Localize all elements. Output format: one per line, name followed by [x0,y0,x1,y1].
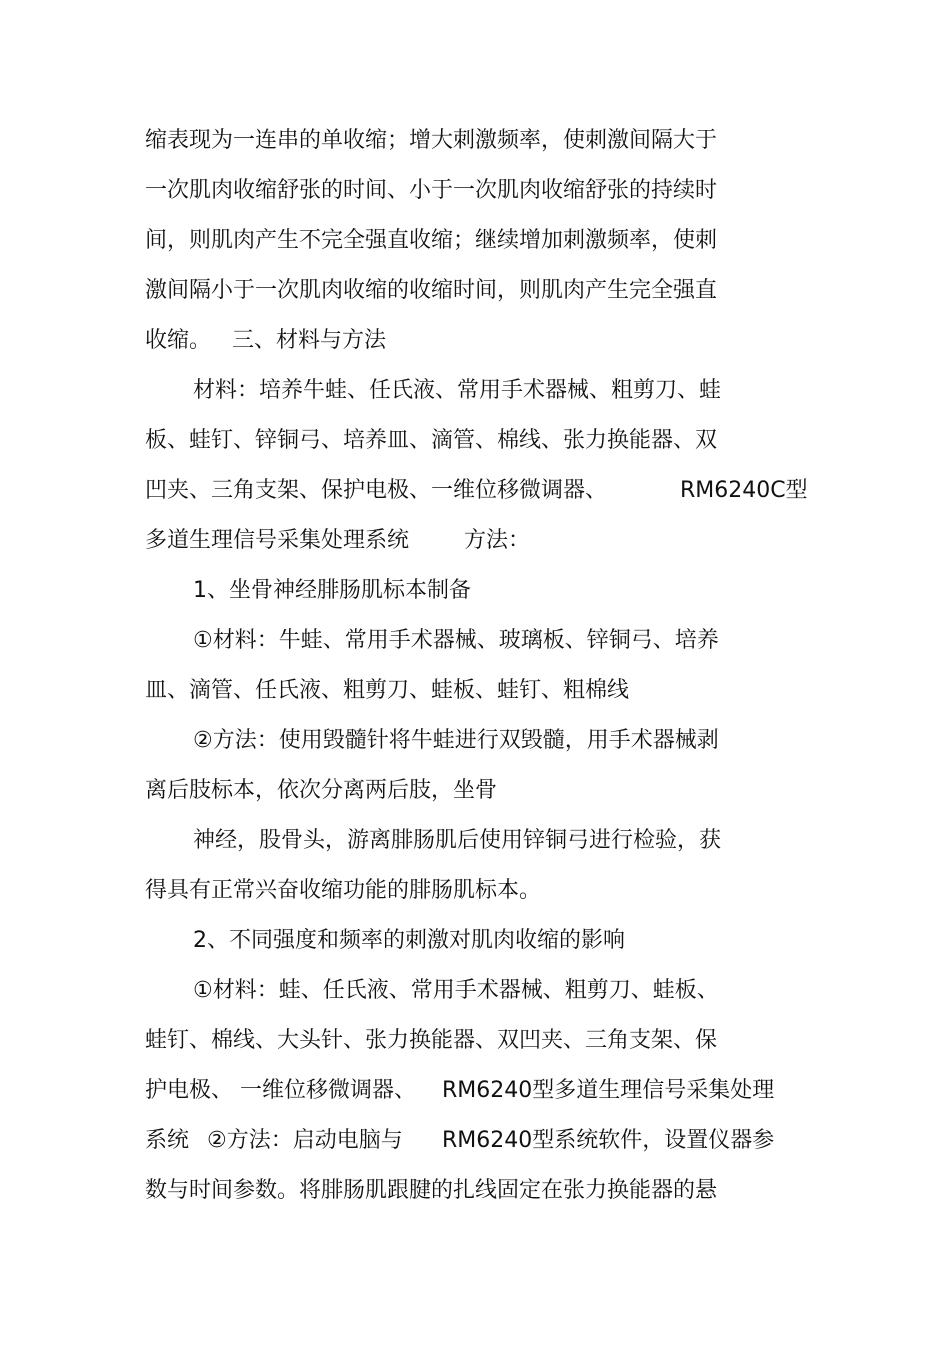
text-line: 数与时间参数。将腓肠肌跟腱的扎线固定在张力换能器的悬 [145,1178,718,1203]
text-line: ①材料：蛙、任氏液、常用手术器械、粗剪刀、蛙板、 [193,978,719,1003]
section-heading: 三、材料与方法 [232,328,387,353]
text-line: RM6240C型 [680,478,808,503]
text-line: 缩表现为一连串的单收缩；增大刺激频率，使刺激间隔大于 [145,128,718,153]
text-line: ②方法：使用毁髓针将牛蛙进行双毁髓，用手术器械剥 [193,728,719,753]
text-line: 间，则肌肉产生不完全强直收缩；继续增加刺激频率，使刺 [145,228,718,253]
text-line: 凹夹、三角支架、保护电极、一维位移微调器、 [145,478,608,503]
text-line: 板、蛙钉、锌铜弓、培养皿、滴管、棉线、张力换能器、双 [145,428,718,453]
text-line: ①材料：牛蛙、常用手术器械、玻璃板、锌铜弓、培养 [193,628,719,653]
text-line: 一次肌肉收缩舒张的时间、小于一次肌肉收缩舒张的持续时 [145,178,718,203]
text-line: 收缩。 [145,328,212,353]
text-line: 蛙钉、棉线、大头针、张力换能器、双凹夹、三角支架、保 [145,1028,718,1053]
text-line: 多道生理信号采集处理系统 [145,528,410,553]
text-line: 神经，股骨头，游离腓肠肌后使用锌铜弓进行检验，获 [193,828,722,853]
text-line: 激间隔小于一次肌肉收缩的收缩时间，则肌肉产生完全强直 [145,278,718,303]
text-line: 得具有正常兴奋收缩功能的腓肠肌标本。 [145,878,542,903]
subsection-heading: 1、坐骨神经腓肠肌标本制备 [193,578,471,603]
text-line: RM6240型系统软件，设置仪器参 [442,1128,775,1153]
text-line: ②方法：启动电脑与 [207,1128,403,1153]
text-line: 材料：培养牛蛙、任氏液、常用手术器械、粗剪刀、蛙 [193,378,722,403]
text-line: 系统 [145,1128,190,1153]
text-line: RM6240型多道生理信号采集处理 [442,1078,775,1103]
text-line: 方法： [464,528,531,553]
text-line: 皿、滴管、任氏液、粗剪刀、蛙板、蛙钉、粗棉线 [145,678,630,703]
text-line: 离后肢标本，依次分离两后肢，坐骨 [145,778,498,803]
subsection-heading: 2、不同强度和频率的刺激对肌肉收缩的影响 [193,928,625,953]
text-line: 护电极、 一维位移微调器、 [145,1078,416,1103]
